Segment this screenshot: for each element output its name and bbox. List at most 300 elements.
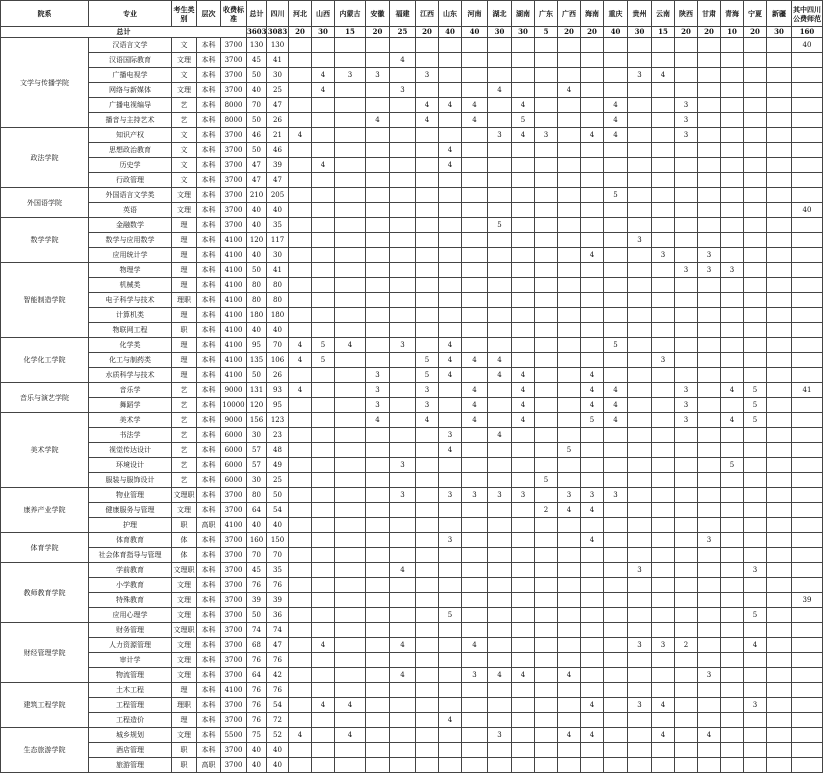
province-cell (675, 488, 698, 503)
province-cell (792, 653, 823, 668)
candidate-category: 文理职 (172, 488, 197, 503)
row-total: 40 (247, 758, 267, 773)
province-cell (604, 248, 628, 263)
table-row (1, 188, 823, 203)
province-cell (581, 188, 604, 203)
province-cell (512, 53, 535, 68)
province-cell (390, 758, 416, 773)
major-name: 电子科学与技术 (89, 293, 172, 308)
province-cell (335, 203, 366, 218)
province-cell (698, 518, 721, 533)
tuition-fee: 4100 (221, 338, 247, 353)
province-cell: 3 (675, 413, 698, 428)
province-cell (416, 323, 439, 338)
province-cell (488, 698, 512, 713)
province-cell (698, 323, 721, 338)
tuition-fee: 3700 (221, 218, 247, 233)
province-cell: 4 (581, 728, 604, 743)
province-cell (390, 473, 416, 488)
education-level: 本科 (197, 533, 221, 548)
province-cell (416, 503, 439, 518)
province-cell (289, 218, 312, 233)
province-cell (289, 638, 312, 653)
education-level: 本科 (197, 83, 221, 98)
province-cell (335, 293, 366, 308)
province-quota: 160 (792, 27, 823, 38)
table-row (1, 443, 823, 458)
province-cell (335, 473, 366, 488)
province-cell (366, 608, 390, 623)
province-cell (792, 143, 823, 158)
sichuan-quota: 150 (267, 533, 289, 548)
province-cell (439, 638, 462, 653)
education-level: 本科 (197, 278, 221, 293)
province-cell (312, 653, 335, 668)
province-cell (675, 743, 698, 758)
province-cell (604, 263, 628, 278)
province-cell (312, 533, 335, 548)
province-cell (535, 263, 558, 278)
province-cell (698, 143, 721, 158)
province-cell (416, 563, 439, 578)
candidate-category: 文 (172, 68, 197, 83)
province-cell (792, 413, 823, 428)
province-cell (604, 608, 628, 623)
province-cell (462, 713, 488, 728)
province-cell (289, 113, 312, 128)
college-name: 生态旅游学院 (1, 728, 89, 773)
row-total: 95 (247, 338, 267, 353)
province-cell (312, 218, 335, 233)
province-cell (721, 488, 744, 503)
province-cell (744, 668, 767, 683)
column-header: 山西 (312, 1, 335, 27)
province-cell (652, 143, 675, 158)
tuition-fee: 4100 (221, 368, 247, 383)
candidate-category: 文 (172, 158, 197, 173)
column-header: 院系 (1, 1, 89, 27)
row-total: 76 (247, 578, 267, 593)
major-name: 健康服务与管理 (89, 503, 172, 518)
province-cell (628, 758, 652, 773)
province-cell (439, 758, 462, 773)
province-cell (652, 218, 675, 233)
candidate-category: 文理 (172, 608, 197, 623)
education-level: 本科 (197, 338, 221, 353)
province-cell (744, 68, 767, 83)
province-quota: 20 (289, 27, 312, 38)
province-cell (721, 218, 744, 233)
education-level: 本科 (197, 68, 221, 83)
major-name: 汉语言文学 (89, 38, 172, 53)
province-cell (744, 128, 767, 143)
major-name: 舞蹈学 (89, 398, 172, 413)
province-cell (558, 203, 581, 218)
row-total: 47 (247, 158, 267, 173)
province-cell (581, 758, 604, 773)
province-cell (312, 713, 335, 728)
province-cell (792, 743, 823, 758)
province-cell (767, 608, 792, 623)
province-cell (698, 233, 721, 248)
province-cell (604, 638, 628, 653)
province-cell (535, 308, 558, 323)
sichuan-quota: 35 (267, 563, 289, 578)
province-cell (488, 758, 512, 773)
sichuan-quota: 80 (267, 293, 289, 308)
province-quota: 40 (462, 27, 488, 38)
province-cell (289, 38, 312, 53)
province-cell (744, 653, 767, 668)
province-cell: 4 (652, 68, 675, 83)
province-cell (289, 83, 312, 98)
province-cell (289, 293, 312, 308)
province-cell (675, 218, 698, 233)
row-total: 80 (247, 293, 267, 308)
province-cell (744, 233, 767, 248)
candidate-category: 理 (172, 233, 197, 248)
major-name: 应用统计学 (89, 248, 172, 263)
province-cell (512, 578, 535, 593)
province-cell: 4 (462, 353, 488, 368)
province-cell (289, 578, 312, 593)
province-cell (416, 293, 439, 308)
province-cell (488, 413, 512, 428)
province-cell (488, 173, 512, 188)
tuition-fee: 3700 (221, 578, 247, 593)
province-cell (767, 323, 792, 338)
province-cell (390, 353, 416, 368)
candidate-category: 艺 (172, 428, 197, 443)
column-header: 收费标准 (221, 1, 247, 27)
candidate-category: 文理 (172, 203, 197, 218)
candidate-category: 文理 (172, 83, 197, 98)
row-total: 45 (247, 53, 267, 68)
province-cell (721, 428, 744, 443)
education-level: 本科 (197, 413, 221, 428)
major-name: 体育教育 (89, 533, 172, 548)
province-cell (416, 428, 439, 443)
province-cell (335, 533, 366, 548)
tuition-fee: 8000 (221, 113, 247, 128)
province-cell (767, 188, 792, 203)
province-cell (628, 353, 652, 368)
province-cell (628, 338, 652, 353)
province-cell (558, 188, 581, 203)
province-cell (652, 173, 675, 188)
province-cell (289, 533, 312, 548)
province-cell (462, 518, 488, 533)
province-cell (390, 548, 416, 563)
province-cell (792, 128, 823, 143)
province-cell (652, 188, 675, 203)
province-cell (335, 413, 366, 428)
province-cell: 4 (512, 368, 535, 383)
province-cell (439, 218, 462, 233)
province-cell (462, 428, 488, 443)
major-name: 应用心理学 (89, 608, 172, 623)
province-cell (289, 713, 312, 728)
education-level: 本科 (197, 608, 221, 623)
province-cell: 3 (652, 248, 675, 263)
province-cell (744, 368, 767, 383)
tuition-fee: 4100 (221, 353, 247, 368)
province-cell (721, 53, 744, 68)
table-row (1, 473, 823, 488)
province-quota: 30 (512, 27, 535, 38)
province-cell (488, 683, 512, 698)
province-cell (744, 188, 767, 203)
province-cell (462, 68, 488, 83)
province-cell (416, 143, 439, 158)
college-name: 体育学院 (1, 533, 89, 563)
province-cell (416, 278, 439, 293)
province-cell (390, 503, 416, 518)
province-cell (698, 368, 721, 383)
province-cell (675, 233, 698, 248)
candidate-category: 文理 (172, 578, 197, 593)
province-cell (744, 518, 767, 533)
province-cell: 3 (488, 128, 512, 143)
province-quota: 15 (335, 27, 366, 38)
province-cell (535, 68, 558, 83)
table-row (1, 218, 823, 233)
province-cell (604, 503, 628, 518)
province-cell (535, 323, 558, 338)
province-cell (462, 323, 488, 338)
column-header: 陕西 (675, 1, 698, 27)
province-cell (675, 428, 698, 443)
province-cell (335, 278, 366, 293)
province-cell (512, 353, 535, 368)
column-header: 山东 (439, 1, 462, 27)
tuition-fee: 4100 (221, 683, 247, 698)
province-cell: 4 (558, 668, 581, 683)
tuition-fee: 4100 (221, 293, 247, 308)
province-cell (675, 338, 698, 353)
province-cell (628, 113, 652, 128)
province-quota: 20 (675, 27, 698, 38)
province-cell (767, 713, 792, 728)
province-cell (335, 53, 366, 68)
province-cell (535, 443, 558, 458)
province-cell (767, 473, 792, 488)
education-level: 本科 (197, 323, 221, 338)
province-cell (628, 188, 652, 203)
province-cell (512, 458, 535, 473)
province-cell: 4 (558, 728, 581, 743)
tuition-fee: 3700 (221, 83, 247, 98)
province-cell (416, 188, 439, 203)
province-cell (792, 98, 823, 113)
province-cell (675, 503, 698, 518)
province-cell (698, 443, 721, 458)
province-cell (792, 668, 823, 683)
province-cell (675, 173, 698, 188)
province-cell (289, 428, 312, 443)
tuition-fee: 9000 (221, 383, 247, 398)
province-cell (792, 428, 823, 443)
college-name: 政法学院 (1, 128, 89, 188)
province-cell (312, 263, 335, 278)
province-cell (535, 653, 558, 668)
province-quota: 30 (488, 27, 512, 38)
province-cell: 4 (335, 698, 366, 713)
province-cell: 4 (581, 383, 604, 398)
province-cell (628, 458, 652, 473)
province-cell: 4 (439, 368, 462, 383)
province-cell (675, 158, 698, 173)
candidate-category: 理 (172, 263, 197, 278)
major-name: 学前教育 (89, 563, 172, 578)
province-cell (366, 563, 390, 578)
province-cell (416, 158, 439, 173)
province-cell (535, 623, 558, 638)
province-cell (698, 698, 721, 713)
province-cell (535, 278, 558, 293)
province-cell (416, 623, 439, 638)
table-row (1, 578, 823, 593)
province-cell (767, 218, 792, 233)
education-level: 本科 (197, 563, 221, 578)
table-row (1, 548, 823, 563)
education-level: 本科 (197, 128, 221, 143)
province-cell (390, 518, 416, 533)
province-cell: 4 (604, 128, 628, 143)
sichuan-quota: 48 (267, 443, 289, 458)
tuition-fee: 3700 (221, 68, 247, 83)
province-cell (698, 383, 721, 398)
province-cell (462, 158, 488, 173)
province-cell: 3 (675, 113, 698, 128)
table-row (1, 263, 823, 278)
major-name: 酒店管理 (89, 743, 172, 758)
province-cell (792, 488, 823, 503)
province-cell (512, 293, 535, 308)
province-cell (335, 353, 366, 368)
province-cell (390, 578, 416, 593)
province-cell: 4 (439, 98, 462, 113)
province-cell (581, 323, 604, 338)
province-cell (604, 68, 628, 83)
province-cell (416, 638, 439, 653)
tuition-fee: 3700 (221, 488, 247, 503)
education-level: 本科 (197, 743, 221, 758)
province-cell (558, 578, 581, 593)
province-cell (366, 758, 390, 773)
province-cell (581, 473, 604, 488)
table-row (1, 728, 823, 743)
province-cell (289, 308, 312, 323)
province-cell (604, 473, 628, 488)
province-cell (792, 683, 823, 698)
province-cell (767, 638, 792, 653)
education-level: 本科 (197, 173, 221, 188)
province-cell (698, 68, 721, 83)
college-name: 教师教育学院 (1, 563, 89, 623)
candidate-category: 理 (172, 353, 197, 368)
province-cell (698, 563, 721, 578)
province-cell (289, 413, 312, 428)
province-cell (312, 623, 335, 638)
province-cell (792, 728, 823, 743)
province-cell: 3 (652, 638, 675, 653)
province-cell: 39 (792, 593, 823, 608)
sichuan-quota: 30 (267, 248, 289, 263)
province-cell (767, 503, 792, 518)
sichuan-quota: 106 (267, 353, 289, 368)
province-cell (312, 413, 335, 428)
province-cell (767, 683, 792, 698)
province-cell (604, 743, 628, 758)
province-cell (558, 413, 581, 428)
grand-total: 3603 (247, 27, 267, 36)
province-cell (767, 368, 792, 383)
college-name: 美术学院 (1, 413, 89, 488)
column-header: 总计 (247, 1, 267, 27)
province-cell (558, 248, 581, 263)
sichuan-quota: 40 (267, 203, 289, 218)
province-cell (462, 128, 488, 143)
province-cell (462, 728, 488, 743)
tuition-fee: 3700 (221, 668, 247, 683)
province-cell (416, 713, 439, 728)
province-quota: 30 (767, 27, 792, 38)
province-cell (390, 398, 416, 413)
province-cell (535, 728, 558, 743)
table-row (1, 653, 823, 668)
province-cell (767, 653, 792, 668)
candidate-category: 文理 (172, 53, 197, 68)
province-cell (721, 398, 744, 413)
sichuan-quota: 76 (267, 578, 289, 593)
province-cell: 3 (675, 128, 698, 143)
province-cell (698, 413, 721, 428)
tuition-fee: 3700 (221, 713, 247, 728)
province-cell (512, 233, 535, 248)
province-cell (488, 743, 512, 758)
province-cell: 4 (289, 338, 312, 353)
province-cell (581, 68, 604, 83)
province-cell (628, 413, 652, 428)
province-cell (366, 743, 390, 758)
province-cell (675, 278, 698, 293)
province-cell (721, 548, 744, 563)
province-cell (581, 653, 604, 668)
province-cell (604, 518, 628, 533)
province-cell (581, 308, 604, 323)
tuition-fee: 4100 (221, 308, 247, 323)
province-cell (462, 533, 488, 548)
province-cell (792, 638, 823, 653)
province-cell (535, 548, 558, 563)
province-cell (335, 323, 366, 338)
province-cell (439, 548, 462, 563)
row-total: 50 (247, 113, 267, 128)
table-row (1, 458, 823, 473)
education-level: 本科 (197, 668, 221, 683)
province-cell (581, 353, 604, 368)
province-cell (792, 563, 823, 578)
province-cell (698, 293, 721, 308)
province-cell (628, 443, 652, 458)
province-cell (792, 218, 823, 233)
province-cell (366, 713, 390, 728)
province-cell (390, 278, 416, 293)
tuition-fee: 3700 (221, 203, 247, 218)
province-cell (652, 233, 675, 248)
column-header: 其中四川公费师范 (792, 1, 823, 27)
